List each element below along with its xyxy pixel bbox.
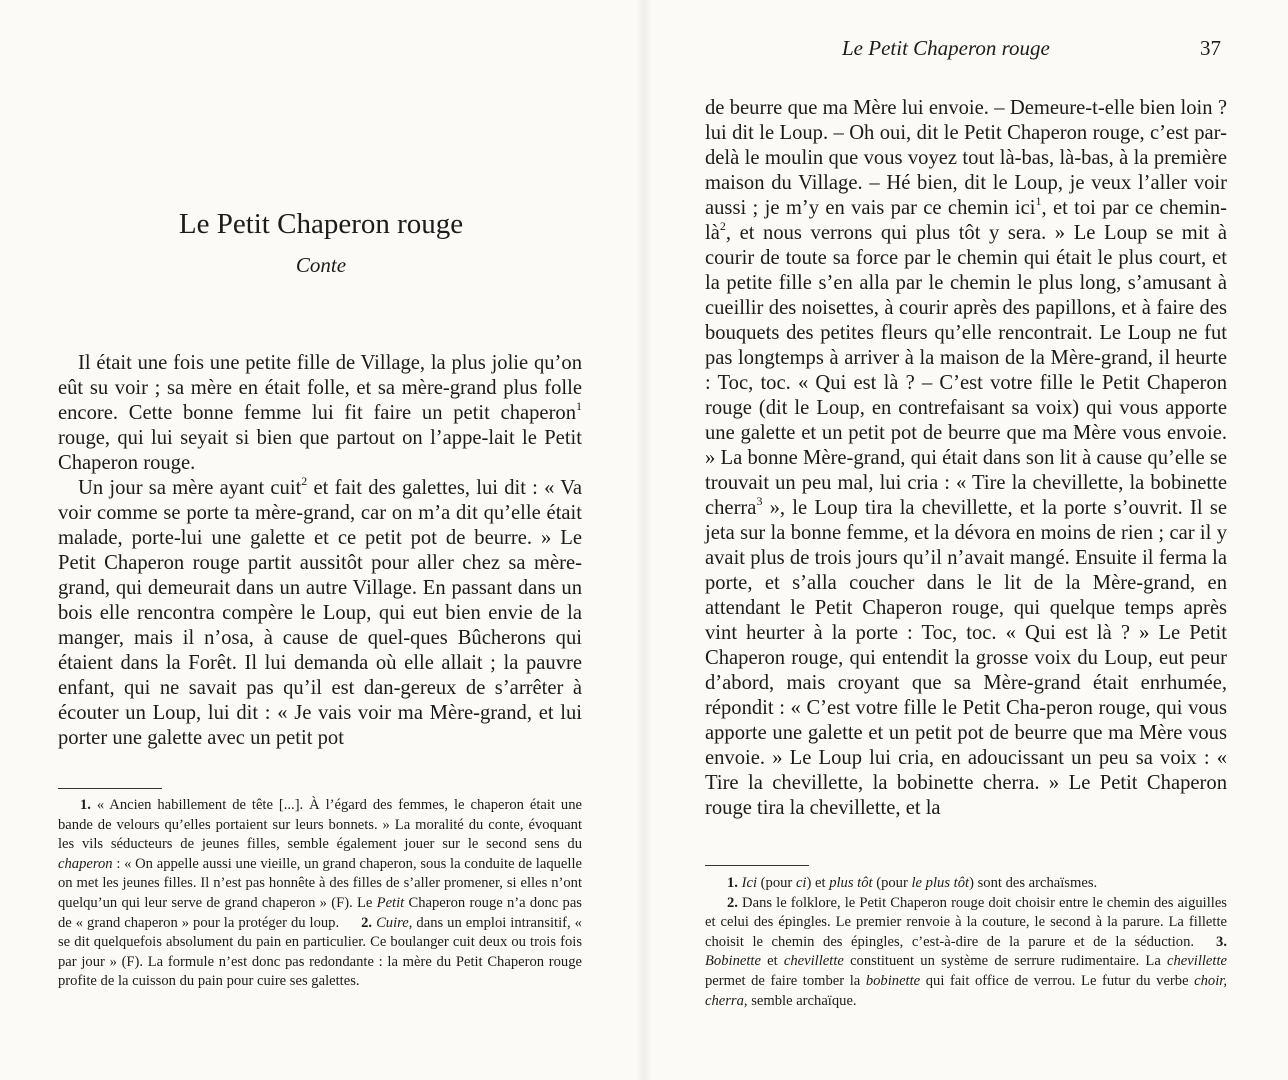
text-run: qui fait office de verrou. Le futur du verbe	[920, 972, 1195, 989]
footnote-ref-3: 3	[756, 494, 763, 509]
right-footnotes	[705, 874, 1227, 1011]
footnote-2-and-3	[705, 894, 1227, 1012]
paragraph-1	[58, 351, 582, 476]
footnote-1-and-2	[58, 796, 582, 992]
text-run: Bobinette	[705, 953, 761, 970]
text-run: le plus tôt	[911, 875, 970, 891]
text-run: « Ancien habillement de tête [...]. À l’égard des femmes, le chaperon était une bande de velours qu’elles portaient sur leurs bonnets. » La moralité du conte, évoquant les vils séducteurs de jeunes filles, semble également jouer sur le second sens du	[58, 797, 582, 853]
text-run: (pour	[757, 875, 796, 891]
text-run: (pour	[872, 875, 912, 891]
left-body-text	[58, 351, 582, 751]
text-run: ) et	[806, 875, 830, 891]
footnote-2-label: 2.	[727, 894, 738, 911]
text-run: : « On appelle aussi une vieille, un grand chaperon, sous la conduite de laquelle on met les jeunes filles. Il n’est pas honnête à des filles de s’aller promener, si elles n’ont quelqu’un qui leur serve de grand chaperon » (F). Le	[58, 855, 582, 911]
footnote-ref-2: 2	[301, 474, 308, 489]
text-run: Cuire	[376, 914, 409, 931]
text-run: Dans le folklore, le Petit Chaperon rouge doit choisir entre le chemin des aiguilles et celui des épingles. Le premier renvoie à la couture, le second à la parure. La fillette choisit le chemin des épingles, c’est-à-dire de la parure et de la séduction.	[705, 894, 1227, 950]
text-run: chevillette	[1167, 953, 1227, 970]
text-run: Petit	[376, 894, 405, 911]
text-run: », le Loup tira la chevillette, et la porte s’ouvrit. Il se jeta sur la bonne femme, et la dévora en moins de rien ; car il y avait plus de trois jours qu’il n’avait mangé. Ensuite il ferma la porte, et s’alla coucher dans le lit de la Mère-grand, en attendant le Petit Chaperon rouge, qui quelque temps après vint heurter à la porte : Toc, toc. « Qui est là ? » Le Petit Chaperon rouge, qui entendit la grosse voix du Loup, eut peur d’abord, mais croyant que sa Mère-grand était enrhumée, répondit : « C’est votre fille le Petit Cha-peron rouge, qui vous apporte une galette et un petit pot de beurre que ma Mère vous envoie. » Le Loup lui cria, en adoucissant un peu sa voix : « Tire la chevillette, la bobinette cherra. » Le Petit Chaperon rouge tira la chevillette, et la	[705, 497, 1227, 819]
text-run: constituent un système de serrure rudimentaire. La	[843, 953, 1168, 970]
text-run: rouge, qui lui seyait si bien que partout on l’appe-lait le Petit Chaperon rouge.	[58, 427, 582, 474]
text-run: plus tôt	[829, 875, 873, 891]
text-run: et	[760, 953, 784, 970]
running-head: Le Petit Chaperon rouge	[842, 36, 1050, 60]
text-run: Il était une fois une petite fille de Village, la plus jolie qu’on eût su voir ; sa mère en était folle, et sa mère-grand plus folle encore. Cette bonne femme lui fit faire un petit chaperon	[58, 352, 582, 424]
text-run: de beurre que ma Mère lui envoie. – Demeure-t-elle bien loin ? lui dit le Loup. – Oh oui, dit le Petit Chaperon rouge, c’est par-delà le moulin que vous voyez tout là-bas, là-bas, à la première maison du Village. – Hé bien, dit le Loup, je veux l’aller voir aussi ; je m’y en vais par ce chemin ici	[705, 97, 1227, 219]
text-run: ) sont des archaïsmes.	[969, 875, 1098, 891]
text-run: et fait des galettes, lui dit : « Va voir comme se porte ta mère-grand, car on m’a dit qu’elle était malade, porte-lui une galette et ce petit pot de beurre. » Le Petit Chaperon rouge partit aussitôt pour aller chez sa mère-grand, qui demeurait dans un autre Village. En passant dans un bois elle rencontra compère le Loup, qui eut bien envie de la manger, mais il n’osa, à cause de quel-ques Bûcherons qui étaient dans la Forêt. Il lui demanda où elle allait ; la pauvre enfant, qui ne savait pas qu’il est dan-gereux de s’arrêter à écouter un Loup, lui dit : « Je vais voir ma Mère-grand, et lui porter une galette avec un petit pot	[58, 477, 583, 749]
footnote-2-label: 2.	[361, 914, 373, 931]
paragraph-2	[58, 476, 582, 751]
right-page	[644, 0, 1288, 1080]
right-body-text	[705, 96, 1227, 821]
footnote-3-label: 3.	[1216, 933, 1227, 950]
footnote-ref-2: 2	[719, 219, 726, 234]
footnote-ref-1: 1	[576, 399, 582, 414]
footnote-rule	[705, 865, 809, 866]
left-footnotes	[58, 796, 582, 992]
story-title: Le Petit Chaperon rouge	[178, 208, 464, 240]
text-run: permet de faire tomber la	[705, 972, 866, 989]
footnote-1-label: 1.	[727, 875, 738, 891]
footnote-1-label: 1.	[80, 797, 91, 813]
text-run: , dans un emploi intransitif, « se dit quelquefois absolument du pain en particulier. Ce boulanger cuit deux ou trois fois par jour » (F). La formule n’est donc pas redondante : la mère du Petit Chaperon rouge profite de la cuisson du pain pour cuire ses galettes.	[58, 914, 582, 990]
text-run: Chaperon rouge n’a donc pas de « grand chaperon » pour la protéger du loup.	[58, 894, 582, 931]
text-run: , semble archaïque.	[743, 992, 857, 1009]
text-run: bobinette	[865, 972, 921, 989]
text-run: Ici	[741, 875, 758, 891]
text-run: chevillette	[783, 953, 844, 970]
text-run: , et nous verrons qui plus tôt y sera. » Le Loup se mit à courir de toute sa force par le chemin qui était le plus court, et la petite fille s’en alla par le chemin le plus long, s’amusant à cueillir des noisettes, à courir après des papillons, et à faire des bouquets des petites fleurs qu’elle rencontrait. Le Loup ne fut pas longtemps à arriver à la maison de la Mère-grand, il heurte : Toc, toc. « Qui est là ? – C’est votre fille le Petit Chaperon rouge (dit le Loup, en contrefaisant sa voix) qui vous apporte une galette et un petit pot de beurre que ma Mère vous envoie. » La bonne Mère-grand, qui était dans son lit à cause qu’elle se trouvait un peu mal, lui cria : « Tire la chevillette, la bobinette cherra	[705, 222, 1227, 519]
footnote-ref-1: 1	[1035, 194, 1042, 209]
text-run: Un jour sa mère ayant cuit	[78, 477, 302, 499]
story-subtitle: Conte	[295, 253, 347, 277]
text-run: choir, cherra	[705, 972, 1227, 1009]
footnote-rule	[58, 788, 162, 789]
paragraph-continued	[705, 96, 1227, 821]
text-run: chaperon	[58, 855, 113, 872]
text-run: , et toi par ce chemin-là	[705, 197, 1227, 244]
text-run: ci	[795, 875, 807, 891]
page-number: 37	[1200, 36, 1221, 60]
footnote-1	[705, 874, 1227, 894]
